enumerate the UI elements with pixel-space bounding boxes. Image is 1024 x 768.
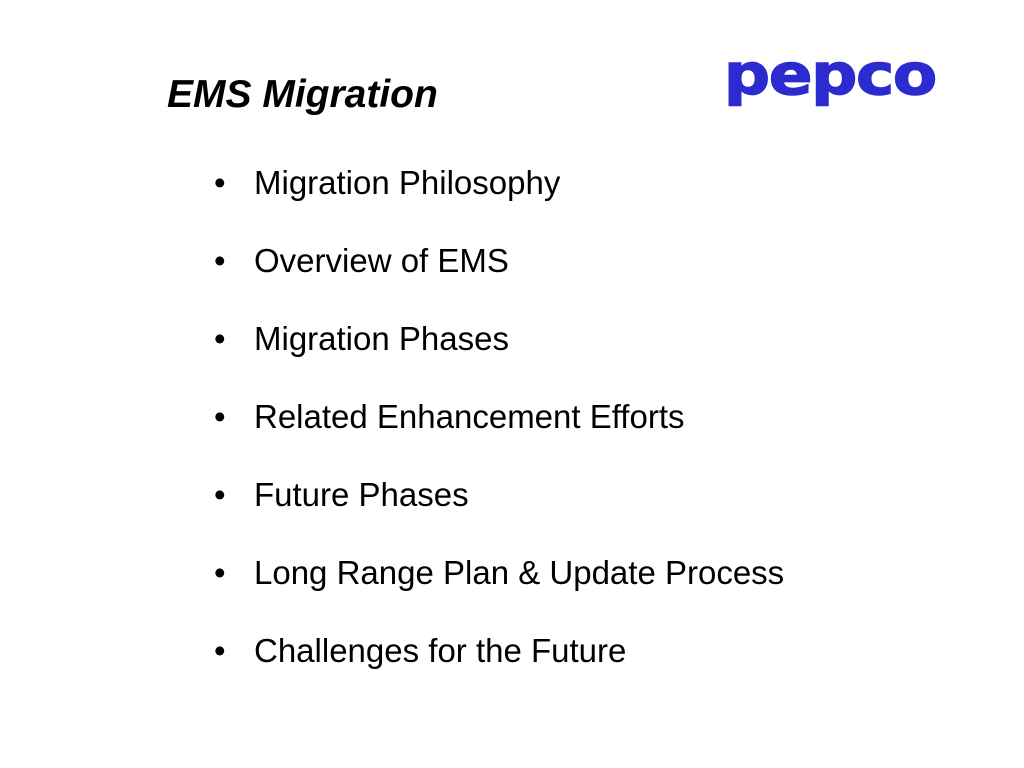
bullet-item xyxy=(214,550,784,628)
bullet-dot-icon: • xyxy=(214,554,226,591)
bullet-label: Migration Philosophy xyxy=(254,164,561,201)
bullet-item xyxy=(214,628,784,706)
bullet-dot-icon: • xyxy=(214,320,226,357)
bullet-item xyxy=(214,160,784,238)
bullet-item xyxy=(214,316,784,394)
bullet-list xyxy=(214,160,784,706)
bullet-label: Challenges for the Future xyxy=(254,632,627,669)
pepco-logo xyxy=(718,48,944,120)
bullet-dot-icon: • xyxy=(214,476,226,513)
slide-title: EMS Migration xyxy=(167,73,438,116)
bullet-label: Related Enhancement Efforts xyxy=(254,398,685,435)
bullet-item xyxy=(214,394,784,472)
bullet-dot-icon: • xyxy=(214,632,226,669)
bullet-label: Migration Phases xyxy=(254,320,509,357)
bullet-item xyxy=(214,472,784,550)
bullet-label: Overview of EMS xyxy=(254,242,509,279)
bullet-label: Future Phases xyxy=(254,476,469,513)
bullet-dot-icon: • xyxy=(214,398,226,435)
bullet-item xyxy=(214,238,784,316)
pepco-logo-text: pepco xyxy=(724,48,936,108)
bullet-dot-icon: • xyxy=(214,242,226,279)
bullet-dot-icon: • xyxy=(214,164,226,201)
bullet-label: Long Range Plan & Update Process xyxy=(254,554,785,591)
